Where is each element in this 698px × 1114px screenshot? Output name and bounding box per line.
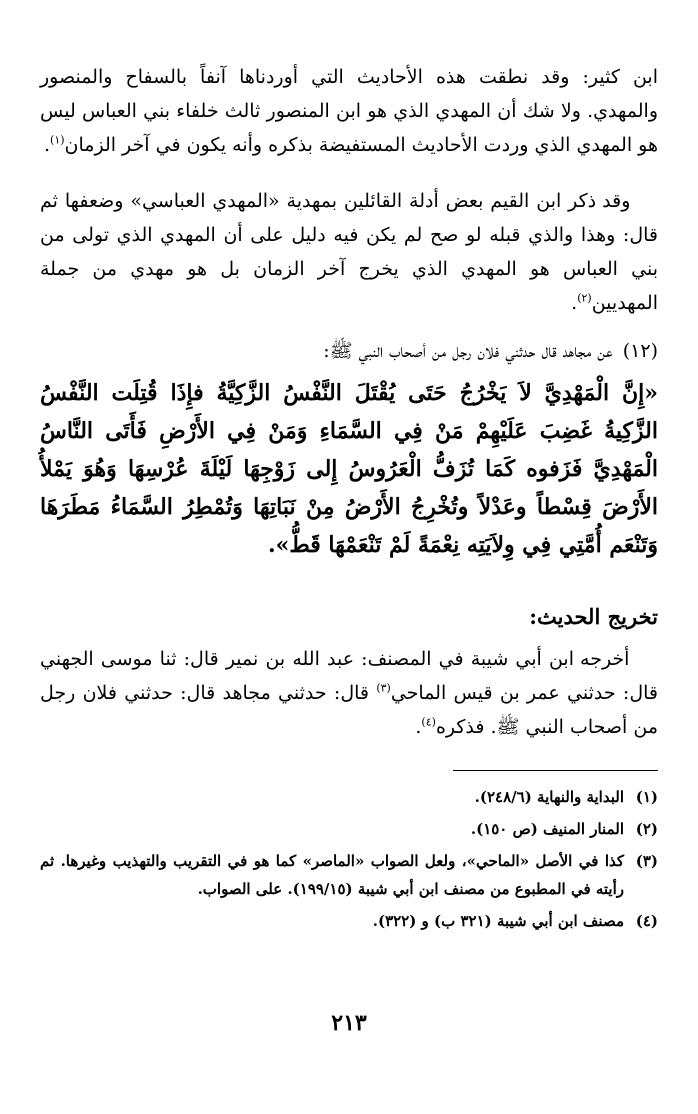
footnote-text: المنار المنيف (ص ١٥٠). [470, 820, 624, 838]
page-content [40, 60, 658, 939]
footnote-number: (٣) [635, 852, 658, 870]
hadith-number: (١٢) [622, 340, 658, 362]
footnote-item [40, 783, 658, 811]
paragraph-ibn-qayyim: وقد ذكر ابن القيم بعض أدلة القائلين بمهدية «المهدي العباسي» وضعفها ثم قال: وهذا والذي قبله لو صح لم يكن فيه دليل على أن المهدي الذي تولى من بني العباس هو المهدي الذي يخرج آخر الزمان بل هو مهدي من جملة المهديين$^{(٢)}$. [40, 190, 658, 314]
footnote-ref[interactable]: (٣) [376, 681, 391, 695]
paragraph-takhrij: أخرجه ابن أبي شيبة في المصنف: عبد الله بن نمير قال: ثنا موسى الجهني قال: حدثني عمر بن قيس الماحي$^{(٣)}$ قال: حدثني مجاهد قال: حدثني فلان رجل من أصحاب النبي ﷺ. فذكره$^{(٤)}$. [40, 648, 658, 738]
paragraph-text: وقد ذكر ابن القيم بعض أدلة القائلين بمهدية «المهدي العباسي» وضعفها ثم قال: وهذا والذي قبله لو صح لم يكن فيه دليل على أن المهدي الذي تولى من بني العباس هو المهدي الذي يخرج آخر الزمان بل هو مهدي من جملة المهديين [40, 190, 658, 314]
footnote-number: (٤) [635, 912, 658, 930]
footnote-text: مصنف ابن أبي شيبة (٣٢١ ب) و (٣٢٢). [372, 912, 624, 930]
footnote-number: (١) [635, 788, 658, 806]
footnote-ref[interactable]: (١) [50, 133, 65, 147]
footnote-item [40, 847, 658, 903]
page-number: ٢١٣ [331, 1010, 367, 1036]
footnote-ref[interactable]: (٢) [577, 291, 592, 305]
paragraph-text: ابن كثير: وقد نطقت هذه الأحاديث التي أوردناها آنفاً بالسفاح والمنصور والمهدي. ولا شك أن المهدي الذي هو ابن المنصور ثالث خلفاء بني العباس ليس هو المهدي الذي وردت الأحاديث المستفيضة بذكره وأنه يكون في آخر الزمان [40, 66, 658, 156]
footnote-item [40, 907, 658, 935]
footnote-text: البداية والنهاية (٢٤٨/٦). [474, 788, 624, 806]
paragraph-ibn-kathir: ابن كثير: وقد نطقت هذه الأحاديث التي أوردناها آنفاً بالسفاح والمنصور والمهدي. ولا شك أن المهدي الذي هو ابن المنصور ثالث خلفاء بني العباس ليس هو المهدي الذي وردت الأحاديث المستفيضة بذكره وأنه يكون في آخر الزمان$^{(١)}$. [40, 66, 658, 156]
hadith-text: «إِنَّ الْمَهْدِيَّ لاَ يَخْرُجُ حَتَى يُقْتَلَ النَّفْسُ الزَّكِيَّةُ فإِذَا قُتِلَت النَّفْسُ الزَّكِيةُ غَضِبَ عَلَيْهِمْ مَنْ فِي السَّمَاءِ وَمَنْ فِي الأَرْضِ فَأَتَى النَّاسُ الْمَهْدِيَّ فَزَفوه كَمَا تُزَفُّ الْعَرُوسُ إِلى زَوْجِهَا لَيْلَةَ عُرْسِهَا وَهُوَ يَمْلأُ الأَرْضَ قِسْطاً وعَدْلاً وتُخْرِجُ الأَرْضُ مِنْ نَبَاتِهَا وَتُمْطِرُ السَّمَاءُ مَطَرَهَا وَتَنْعَم أُمَّتِي فِي وِلاَيَتِه نِعْمَةً لَمْ تَنْعَمْهَا قَطُّ». [40, 380, 658, 558]
footnotes [40, 783, 658, 935]
footnote-item [40, 815, 658, 843]
section-title-takhrij: تخريج الحديث: [529, 604, 658, 629]
footnote-number: (٢) [635, 820, 658, 838]
footnote-text: كذا في الأصل «الماحي»، ولعل الصواب «الماصر» كما هو في التقريب والتهذيب وغيرها. ثم رأيته في المطبوع من مصنف ابن أبي شيبة (١٩٩/١٥). على الصواب. [40, 852, 624, 898]
footnote-separator [453, 770, 658, 771]
hadith-intro-text: عن مجاهد قال حدثني فلان رجل من أصحاب النبي ﷺ: [323, 340, 613, 362]
footnote-ref[interactable]: (٤) [421, 715, 436, 729]
hadith-intro [40, 334, 658, 368]
